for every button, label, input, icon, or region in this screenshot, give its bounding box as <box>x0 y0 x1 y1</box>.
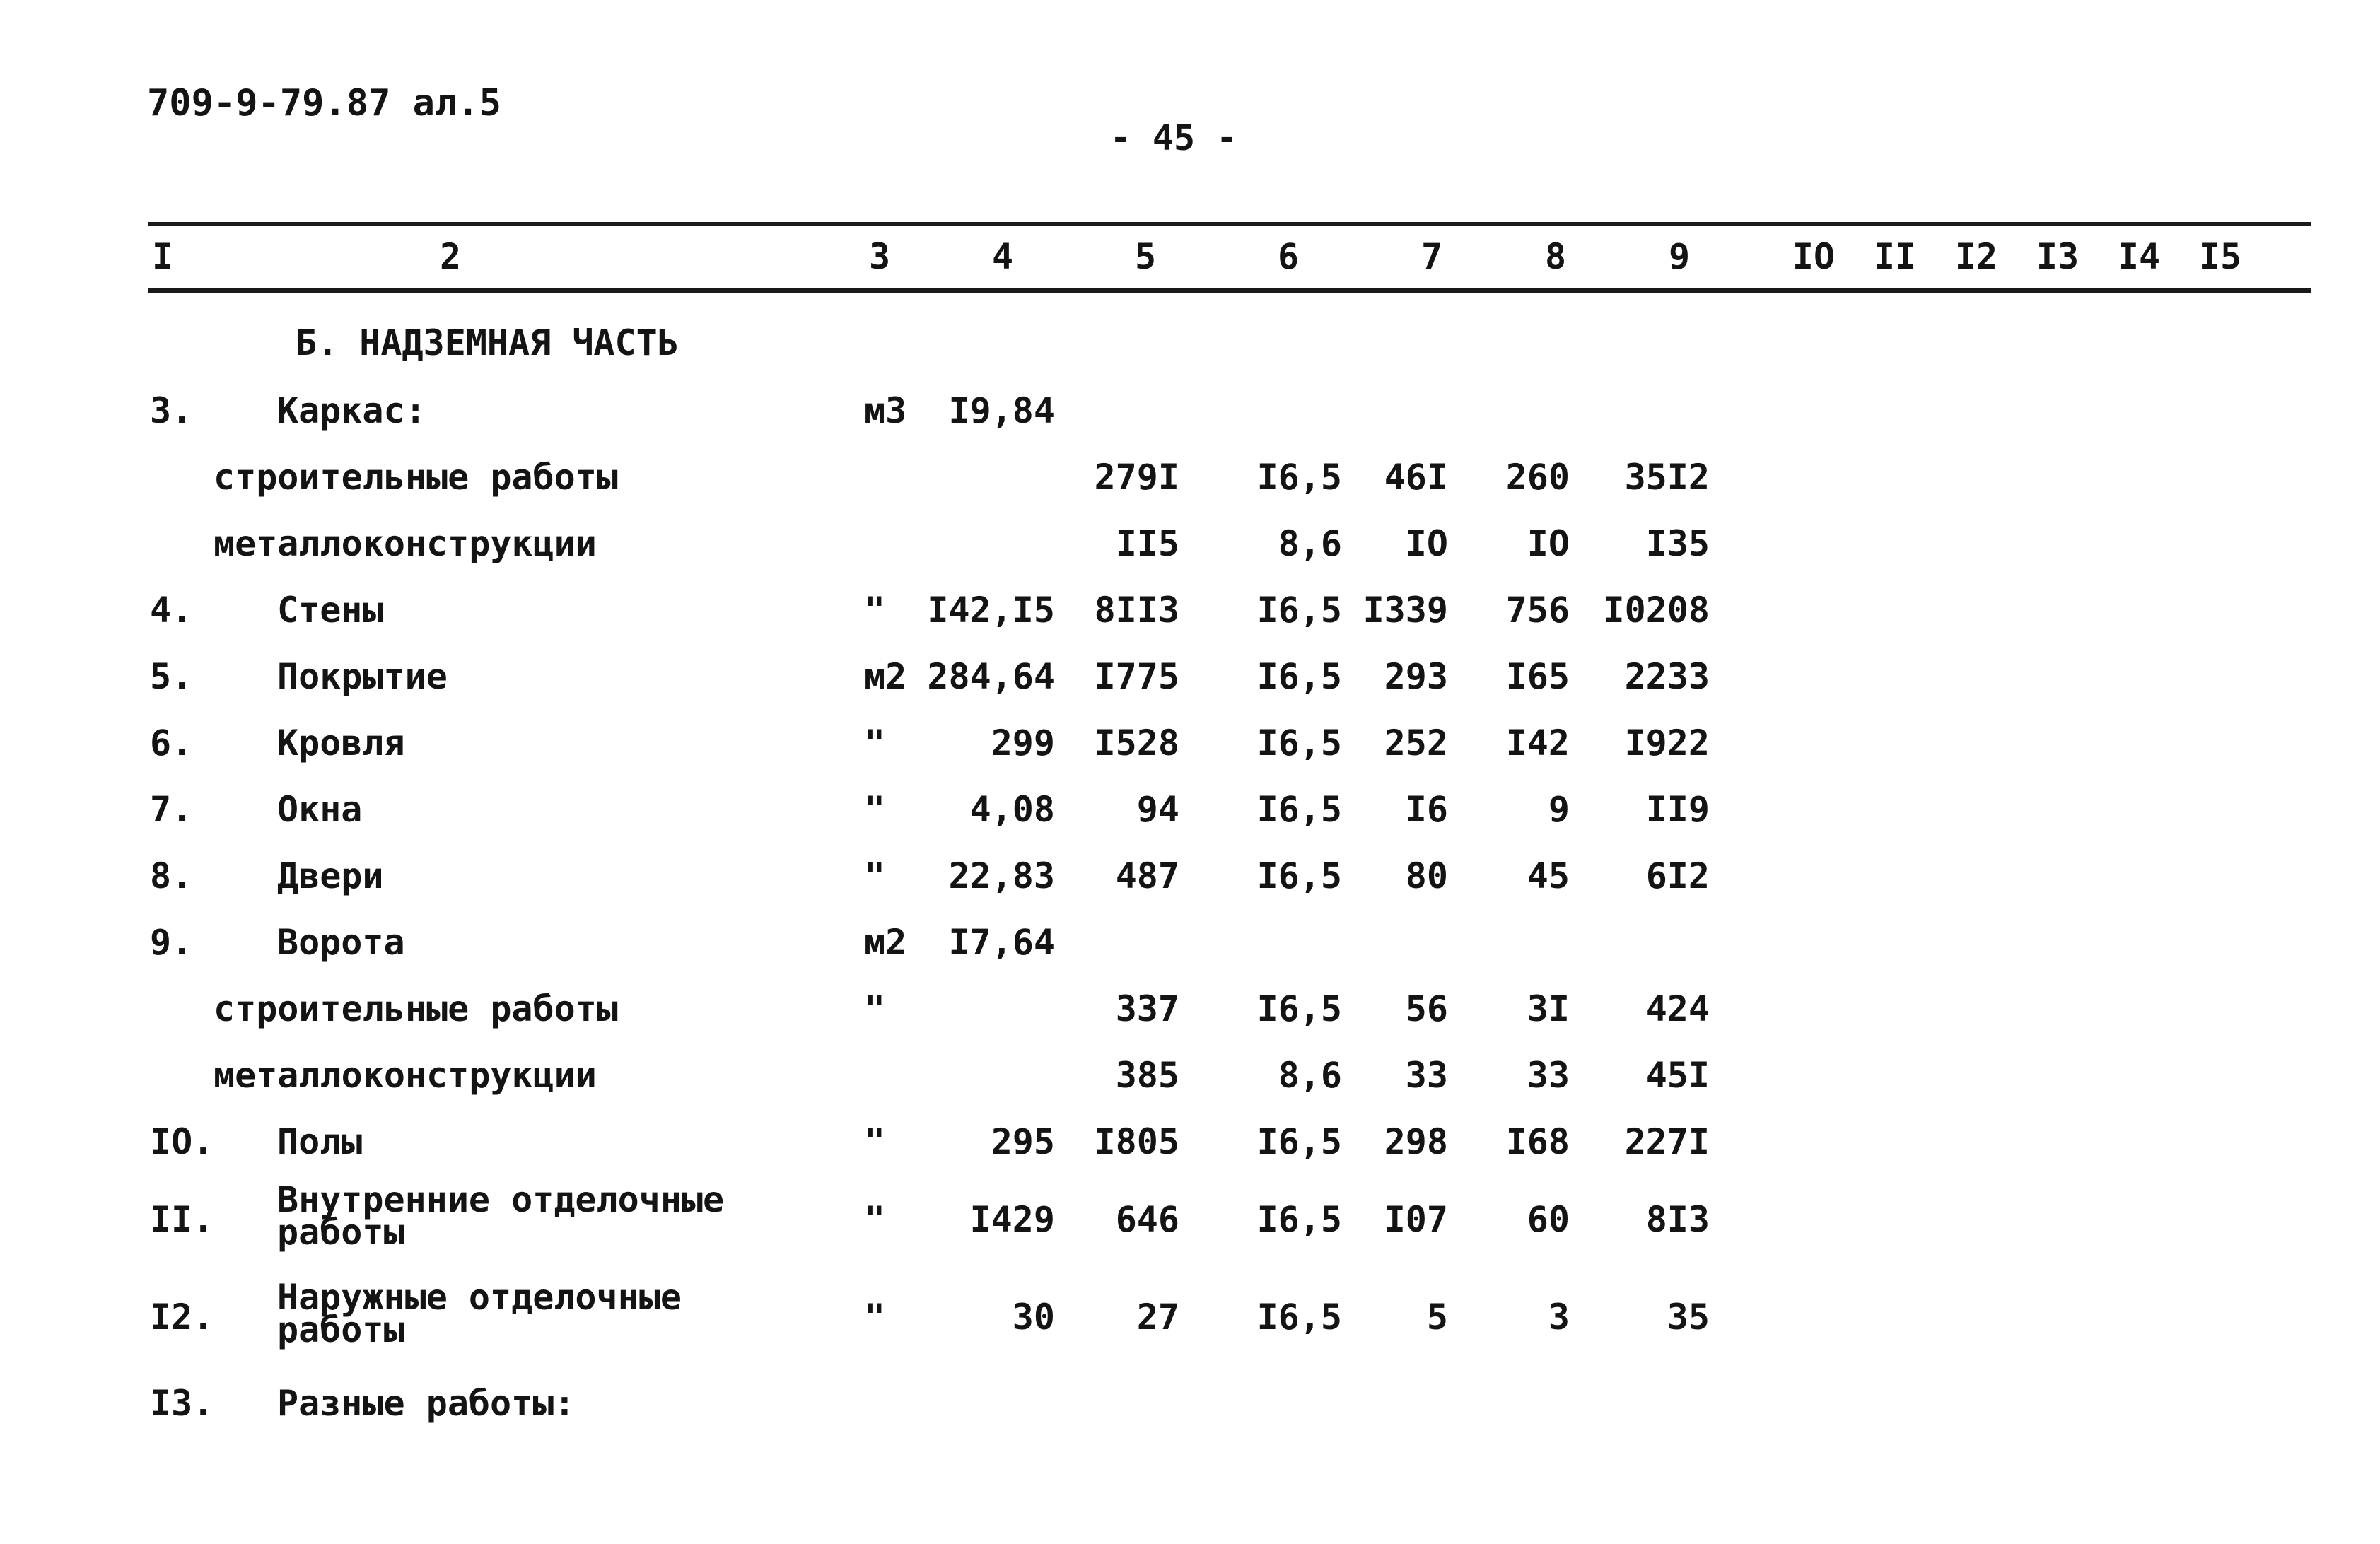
row-name: Двери <box>277 855 384 896</box>
row-number: II. <box>150 1199 214 1240</box>
cell-c7: 46I <box>1384 457 1448 498</box>
table-header-rule <box>148 288 2311 293</box>
row-name: металлоконструкции <box>214 523 597 564</box>
cell-c6: I6,5 <box>1256 590 1342 631</box>
cell-qty: I9,84 <box>948 390 1055 431</box>
column-header-11: II <box>1873 236 1917 277</box>
cell-unit: " <box>864 590 886 631</box>
column-header-8: 8 <box>1544 236 1567 277</box>
cell-c6: I6,5 <box>1256 1297 1342 1338</box>
cell-c9: 8I3 <box>1645 1199 1710 1240</box>
cell-c5: I775 <box>1094 656 1179 697</box>
cell-c7: 293 <box>1384 656 1448 697</box>
cell-unit: " <box>864 723 886 764</box>
cell-c9: 424 <box>1645 988 1710 1029</box>
cell-c9: 35I2 <box>1624 457 1710 498</box>
page-number: - 45 - <box>1109 117 1238 158</box>
column-header-1: I <box>151 236 174 277</box>
cell-c7: 252 <box>1384 723 1448 764</box>
row-number: 3. <box>150 390 193 431</box>
cell-c8: 9 <box>1548 789 1570 830</box>
cell-c6: I6,5 <box>1256 988 1342 1029</box>
table-top-rule <box>148 222 2311 226</box>
row-name: Наружные отделочные <box>277 1277 682 1318</box>
row-name: Каркас: <box>277 390 426 431</box>
cell-c8: 3 <box>1548 1297 1570 1338</box>
cell-qty: 30 <box>1012 1297 1055 1338</box>
cell-c9: I0208 <box>1603 590 1710 631</box>
cell-c9: 227I <box>1624 1121 1710 1162</box>
column-header-13: I3 <box>2036 236 2079 277</box>
cell-c7: 298 <box>1384 1121 1448 1162</box>
cell-c8: I42 <box>1505 723 1570 764</box>
cell-c7: 80 <box>1405 855 1448 896</box>
cell-c7: I339 <box>1363 590 1448 631</box>
cell-c9: 45I <box>1645 1055 1710 1096</box>
cell-c7: I6 <box>1405 789 1448 830</box>
row-number: 4. <box>150 590 193 631</box>
cell-c8: 260 <box>1505 457 1570 498</box>
cell-c8: I65 <box>1505 656 1570 697</box>
cell-c6: I6,5 <box>1256 855 1342 896</box>
cell-c7: 56 <box>1405 988 1448 1029</box>
column-header-10: IO <box>1792 236 1836 277</box>
cell-c9: I922 <box>1624 723 1710 764</box>
column-header-12: I2 <box>1954 236 1998 277</box>
column-header-14: I4 <box>2117 236 2161 277</box>
row-number: I2. <box>150 1297 214 1338</box>
cell-unit: " <box>864 1297 886 1338</box>
cell-c7: IO <box>1405 523 1448 564</box>
cell-unit: " <box>864 789 886 830</box>
document-code: 709-9-79.87 ал.5 <box>147 82 501 124</box>
row-number: IO. <box>150 1121 214 1162</box>
cell-c5: 646 <box>1115 1199 1179 1240</box>
row-number: 6. <box>150 723 193 764</box>
cell-c9: 6I2 <box>1645 855 1710 896</box>
cell-qty: 4,08 <box>969 789 1055 830</box>
cell-c7: I07 <box>1384 1199 1448 1240</box>
column-header-5: 5 <box>1134 236 1157 277</box>
cell-c7: 33 <box>1405 1055 1448 1096</box>
row-number: 9. <box>150 922 193 963</box>
column-header-4: 4 <box>991 236 1014 277</box>
cell-c5: II5 <box>1115 523 1179 564</box>
cell-c8: 33 <box>1527 1055 1570 1096</box>
cell-c9: II9 <box>1645 789 1710 830</box>
row-number: 8. <box>150 855 193 896</box>
cell-qty: 299 <box>991 723 1055 764</box>
cell-qty: I7,64 <box>948 922 1055 963</box>
column-header-15: I5 <box>2198 236 2242 277</box>
cell-c8: 45 <box>1527 855 1570 896</box>
cell-c5: 385 <box>1115 1055 1179 1096</box>
row-number: 7. <box>150 789 193 830</box>
cell-qty: I429 <box>969 1199 1055 1240</box>
row-name: Кровля <box>277 723 405 764</box>
cell-c9: 35 <box>1667 1297 1710 1338</box>
row-name: металлоконструкции <box>214 1055 597 1096</box>
cell-c6: I6,5 <box>1256 1121 1342 1162</box>
cell-unit: " <box>864 1199 886 1240</box>
cell-c6: 8,6 <box>1278 523 1342 564</box>
row-name-continuation: работы <box>277 1309 405 1350</box>
cell-unit: " <box>864 988 886 1029</box>
row-number: I3. <box>150 1383 214 1424</box>
cell-c5: I528 <box>1094 723 1179 764</box>
column-header-3: 3 <box>868 236 891 277</box>
cell-c6: I6,5 <box>1256 457 1342 498</box>
cell-c6: 8,6 <box>1278 1055 1342 1096</box>
row-name: Полы <box>277 1121 363 1162</box>
column-header-9: 9 <box>1668 236 1691 277</box>
column-header-6: 6 <box>1277 236 1300 277</box>
cell-c5: 487 <box>1115 855 1179 896</box>
cell-c8: IO <box>1527 523 1570 564</box>
cell-c8: 756 <box>1505 590 1570 631</box>
cell-c8: I68 <box>1505 1121 1570 1162</box>
row-name: Внутренние отделочные <box>277 1179 725 1220</box>
cell-unit: " <box>864 1121 886 1162</box>
cell-unit: м2 <box>864 656 907 697</box>
cell-c5: 94 <box>1136 789 1179 830</box>
row-name: Покрытие <box>277 656 448 697</box>
cell-c8: 3I <box>1527 988 1570 1029</box>
row-number: 5. <box>150 656 193 697</box>
cell-c6: I6,5 <box>1256 789 1342 830</box>
cell-c5: 337 <box>1115 988 1179 1029</box>
cell-qty: 284,64 <box>927 656 1055 697</box>
column-header-7: 7 <box>1421 236 1443 277</box>
section-title: Б. НАДЗЕМНАЯ ЧАСТЬ <box>296 322 679 363</box>
cell-unit: м2 <box>864 922 907 963</box>
cell-unit: м3 <box>864 390 907 431</box>
cell-c5: 279I <box>1094 457 1179 498</box>
row-name: Окна <box>277 789 363 830</box>
row-name: Разные работы: <box>277 1383 576 1424</box>
cell-c6: I6,5 <box>1256 723 1342 764</box>
cell-c9: I35 <box>1645 523 1710 564</box>
row-name: Стены <box>277 590 384 631</box>
cell-c5: 27 <box>1136 1297 1179 1338</box>
cell-c6: I6,5 <box>1256 1199 1342 1240</box>
row-name-continuation: работы <box>277 1212 405 1253</box>
cell-c6: I6,5 <box>1256 656 1342 697</box>
cell-c5: I805 <box>1094 1121 1179 1162</box>
cell-c8: 60 <box>1527 1199 1570 1240</box>
cell-qty: 22,83 <box>948 855 1055 896</box>
row-name: Ворота <box>277 922 405 963</box>
cell-unit: " <box>864 855 886 896</box>
cell-c5: 8II3 <box>1094 590 1179 631</box>
cell-qty: 295 <box>991 1121 1055 1162</box>
cell-qty: I42,I5 <box>927 590 1055 631</box>
row-name: строительные работы <box>214 457 618 498</box>
cell-c9: 2233 <box>1624 656 1710 697</box>
row-name: строительные работы <box>214 988 618 1029</box>
cell-c7: 5 <box>1426 1297 1448 1338</box>
column-header-2: 2 <box>439 236 462 277</box>
